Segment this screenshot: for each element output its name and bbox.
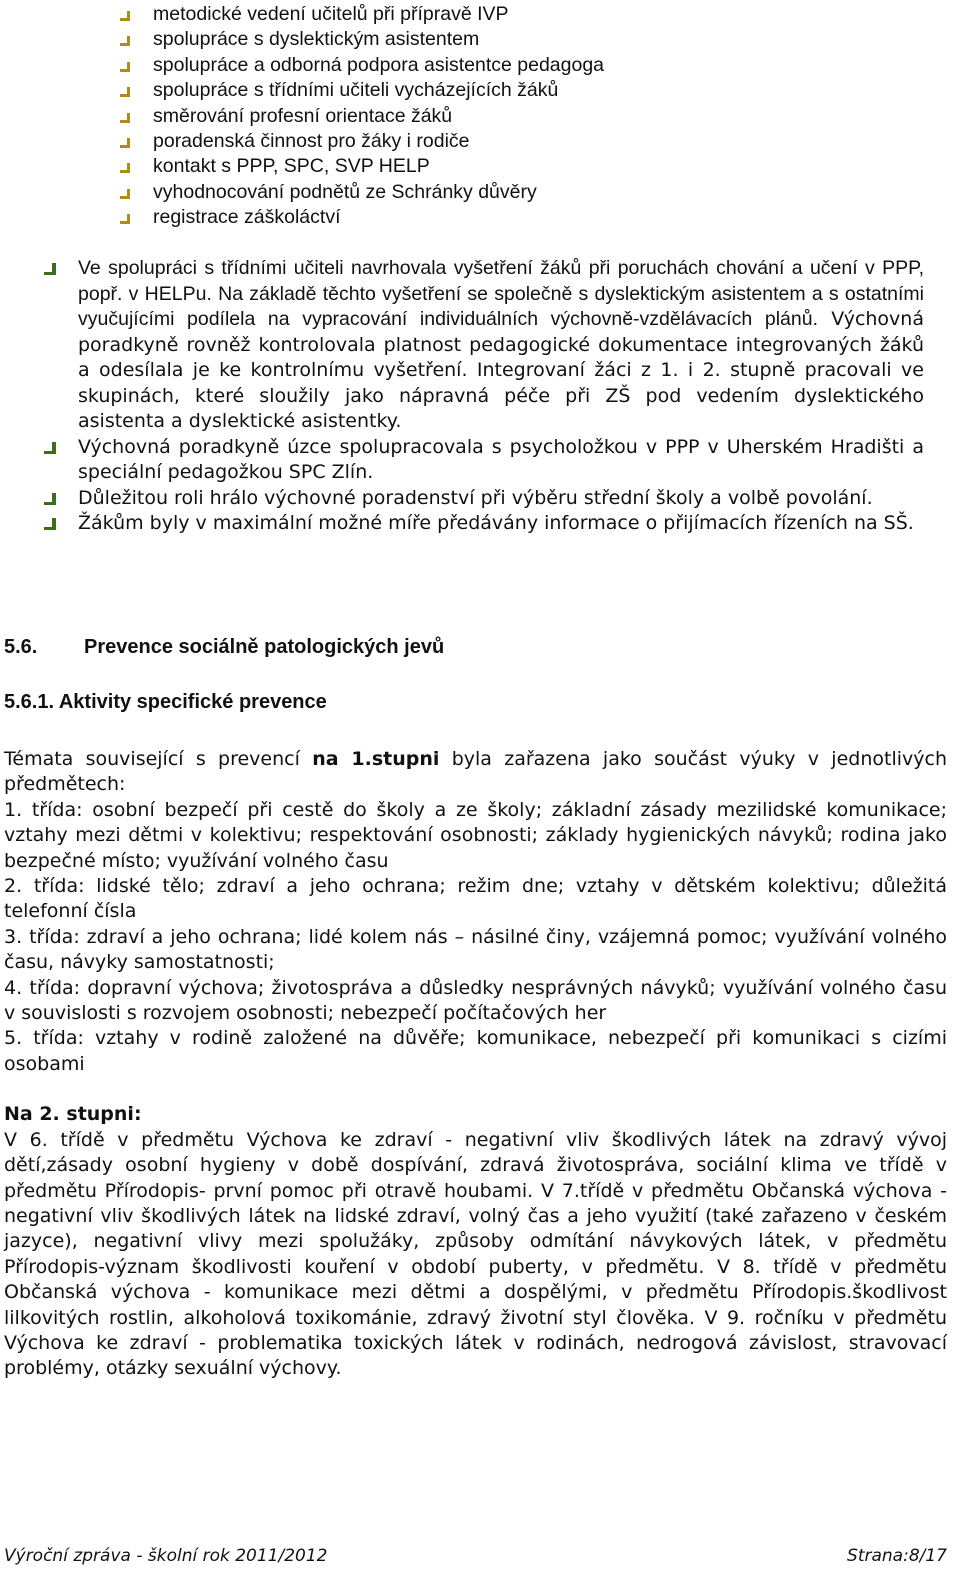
second-stage-paragraph: V 6. třídě v předmětu Výchova ke zdraví - negativní vliv škodlivých látek na zdravý vývoj dětí,zásady osobní hygieny v době dospívání, zdravá životospráva, sociální klima ve třídě v předmětu Přírodopis- první pomoc při otravě houbami. V 7.třídě v předmětu Občanská výchova - negativní vliv škodlivých látek na lidské zdraví, volný čas a jeho využití (také zařazeno v českém jazyce), negativní vlivy mezi spolužáky, způsoby odmítání návykových látek, v předmětu Přírodopis-význam škodlivosti kouření v období puberty, v předmětu. V 8. třídě v předmětu Občanská výchova - komunikace mezi dětmi a dospělými, v předmětu Přírodopis.škodlivost lilkovitých rostlin, alkoholová toxikománie, zdravý životní styl člověka. V 9. ročníku v předmětu Výchova ke zdraví - problematika toxických látek v rodinách, nedrogová závislost, stravovací problémy, otázky sexuální výchovy.	[4, 1128, 947, 1380]
bullet-icon	[120, 214, 130, 224]
grade-paragraph: 1. třída: osobní bezpečí při cestě do školy a ze školy; základní zásady mezilidské komunikace; vztahy mezi dětmi v kolektivu; respektování osobnosti; základy hygienických návyků; rodina jako bezpečné místo; využívání volného času	[4, 798, 947, 872]
bullet-icon	[120, 138, 130, 148]
bullet-icon	[120, 113, 130, 123]
list-item: poradenská činnost pro žáky i rodiče	[120, 129, 920, 154]
list-item: Důležitou roli hrálo výchovné poradenství při výběru střední školy a volbě povolání.	[44, 486, 924, 512]
grade-paragraph: 4. třída: dopravní výchova; životospráva a důsledky nesprávných návyků; využívání volného času v souvislosti s rozvojem osobnosti; nebezpečí počítačových her	[4, 976, 947, 1025]
page-number: Strana:8/17	[847, 1546, 947, 1566]
list-item: vyhodnocování podnětů ze Schránky důvěry	[120, 180, 920, 205]
bullet-icon	[44, 518, 56, 530]
bullet-icon	[44, 263, 56, 275]
section-heading: 5.6. Prevence sociálně patologických jevů	[4, 636, 445, 658]
bullet-icon	[120, 62, 130, 72]
bullet-icon	[120, 163, 130, 173]
bullet-icon	[44, 442, 56, 454]
list-item: spolupráce s dyslektickým asistentem	[120, 27, 920, 52]
grade-paragraph: 5. třída: vztahy v rodině založené na důvěře; komunikace, nebezpečí při komunikaci s cizími osobami	[4, 1027, 947, 1075]
intro-paragraph: Témata související s prevencí na 1.stupni byla zařazena jako součást výuky v jednotlivých předmětech:	[4, 748, 947, 796]
bullet-icon	[120, 87, 130, 97]
page-footer	[4, 1546, 947, 1566]
list-item: směrování profesní orientace žáků	[120, 104, 920, 129]
list-item: metodické vedení učitelů při přípravě IVP	[120, 2, 920, 27]
bullet-icon	[120, 11, 130, 21]
second-stage-heading: Na 2. stupni:	[4, 1103, 142, 1126]
list-item: spolupráce s třídními učiteli vycházejících žáků	[120, 78, 920, 103]
list-item: spolupráce a odborná podpora asistentce pedagoga	[120, 53, 920, 78]
subsection-heading: 5.6.1. Aktivity specifické prevence	[4, 691, 327, 713]
sub-bullet-list	[120, 2, 920, 231]
footer-title: Výroční zpráva - školní rok 2011/2012	[4, 1546, 328, 1566]
bullet-icon	[120, 36, 130, 46]
body-text	[4, 747, 947, 1382]
bullet-icon	[120, 189, 130, 199]
bullet-icon	[44, 493, 56, 505]
list-item: Žákům byly v maximální možné míře předávány informace o přijímacích řízeních na SŠ.	[44, 511, 924, 537]
list-item: kontakt s PPP, SPC, SVP HELP	[120, 154, 920, 179]
list-item: Ve spolupráci s třídními učiteli navrhovala vyšetření žáků při poruchách chování a učení v PPP, popř. v HELPu. Na základě těchto vyšetření se společně s dyslektickým asistentem a s ostatními vyučujícími podílela na vypracování individuálních výchovně-vzdělávacích plánů. Výchovná poradkyně rovněž kontrolovala platnost pedagogické dokumentace integrovaných žáků a odesílala je ke kontrolnímu vyšetření. Integrovaní žáci z 1. i 2. stupně pracovali ve skupinách, které sloužily jako nápravná péče při ZŠ pod vedením dyslektického asistenta a dyslektické asistentky.	[44, 256, 924, 435]
spacer	[4, 1077, 947, 1102]
grade-paragraph: 2. třída: lidské tělo; zdraví a jeho ochrana; režim dne; vztahy v dětském kolektivu; důležitá telefonní čísla	[4, 875, 947, 923]
grade-paragraph: 3. třída: zdraví a jeho ochrana; lidé kolem nás – násilné činy, vzájemná pomoc; využívání volného času, návyky samostatnosti;	[4, 925, 947, 974]
list-item: Výchovná poradkyně úzce spolupracovala s psycholožkou v PPP v Uherském Hradišti a speciální pedagožkou SPC Zlín.	[44, 435, 924, 486]
list-item: registrace záškoláctví	[120, 205, 920, 230]
main-bullet-list	[44, 256, 924, 537]
